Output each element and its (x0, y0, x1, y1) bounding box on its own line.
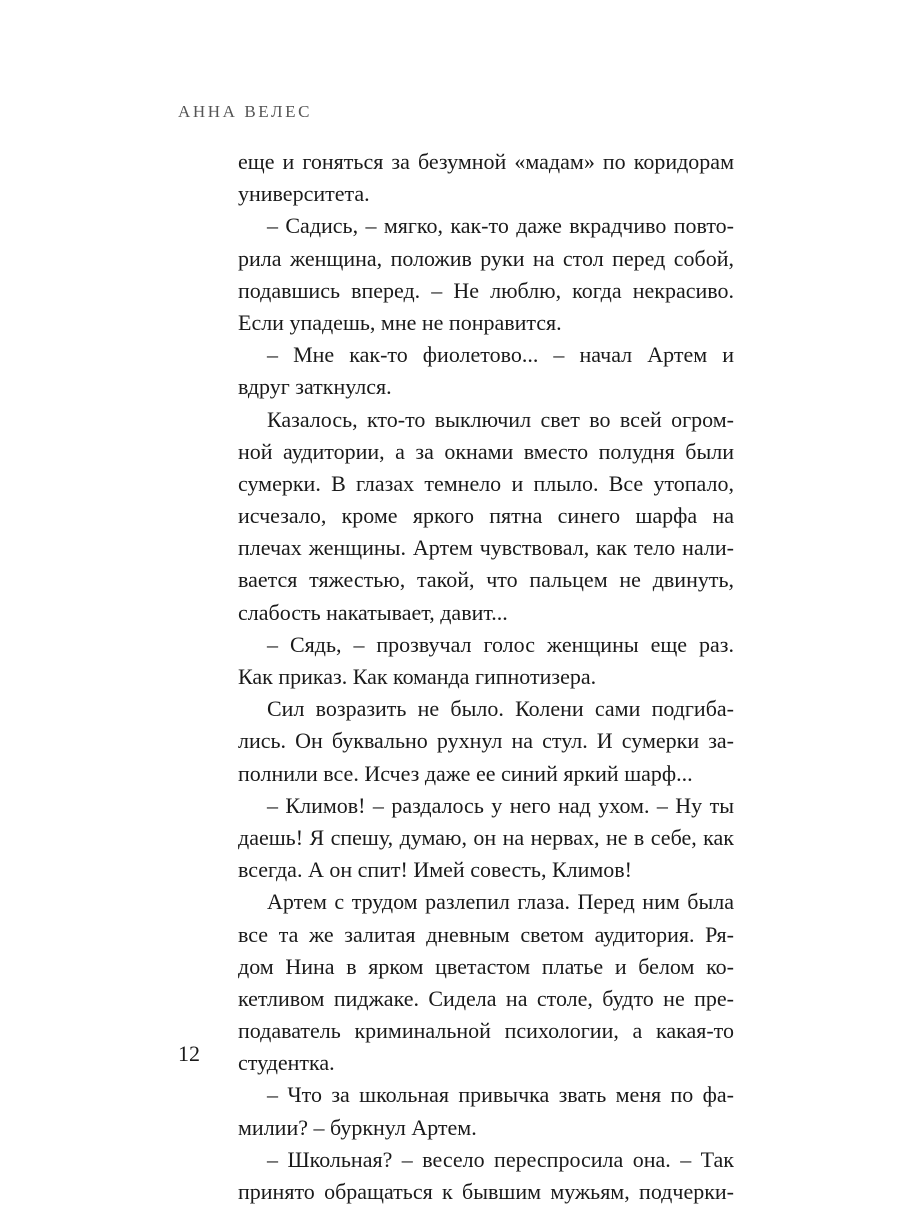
text-line: подаватель криминальной психологии, а какая-то (238, 1018, 734, 1044)
text-line: полнили все. Исчез даже ее синий яркий шарф... (238, 760, 693, 786)
text-line: Сил возразить не было. Колени сами подгиба- (267, 696, 734, 722)
text-line: плечах женщины. Артем чувствовал, как тело нали- (238, 535, 734, 561)
body-text (238, 146, 734, 1208)
page-number: 12 (178, 1041, 200, 1066)
text-line: – Садись, – мягко, как-то даже вкрадчиво повто- (267, 213, 734, 239)
text-line: Как приказ. Как команда гипнотизера. (238, 664, 597, 689)
text-line: – Климов! – раздалось у него над ухом. – Ну ты (267, 792, 734, 818)
text-line: всегда. А он спит! Имей совесть, Климов! (238, 857, 633, 883)
text-line: – Сядь, – прозвучал голос женщины еще раз. (267, 631, 734, 657)
text-line: университета. (238, 181, 370, 207)
text-line: все та же залитая дневным светом аудитория. Ря- (238, 921, 734, 947)
text-line: кетливом пиджаке. Сидела на столе, будто не пре- (238, 985, 734, 1011)
text-line: – Что за школьная привычка звать меня по фа- (267, 1082, 734, 1108)
text-line: милии? – буркнул Артем. (238, 1114, 477, 1140)
text-line: студентка. (238, 1050, 335, 1076)
text-line: слабость накатывает, давит... (238, 599, 508, 625)
text-line: Если упадешь, мне не понравится. (238, 309, 562, 335)
text-line: Казалось, кто-то выключил свет во всей огром- (267, 406, 734, 432)
text-line: еще и гоняться за безумной «мадам» по коридорам (238, 149, 734, 174)
text-line: дом Нина в ярком цветастом платье и белом ко- (238, 953, 734, 979)
text-line: сумерки. В глазах темнело и плыло. Все утопало, (238, 470, 734, 496)
running-head-author: АННА ВЕЛЕС (178, 102, 313, 121)
text-line: принято обращаться к бывшим мужьям, подчерки- (238, 1179, 734, 1204)
text-line: подавшись вперед. – Не люблю, когда некрасиво. (238, 277, 734, 303)
text-line: лись. Он буквально рухнул на стул. И сумерки за- (238, 728, 734, 754)
text-line: – Школьная? – весело переспросила она. – Так (267, 1146, 734, 1172)
text-line: вается тяжестью, такой, что пальцем не двинуть, (238, 567, 734, 593)
text-line: вдруг заткнулся. (238, 374, 392, 400)
text-line: даешь! Я спешу, думаю, он на нервах, не в себе, как (238, 824, 734, 850)
text-line: ной аудитории, а за окнами вместо полудня были (238, 438, 734, 464)
text-line: исчезало, кроме яркого пятна синего шарфа на (238, 503, 734, 529)
text-line: Артем с трудом разлепил глаза. Перед ним была (267, 889, 734, 915)
text-line: рила женщина, положив руки на стол перед собой, (238, 245, 734, 271)
text-line: – Мне как-то фиолетово... – начал Артем и (267, 342, 734, 368)
